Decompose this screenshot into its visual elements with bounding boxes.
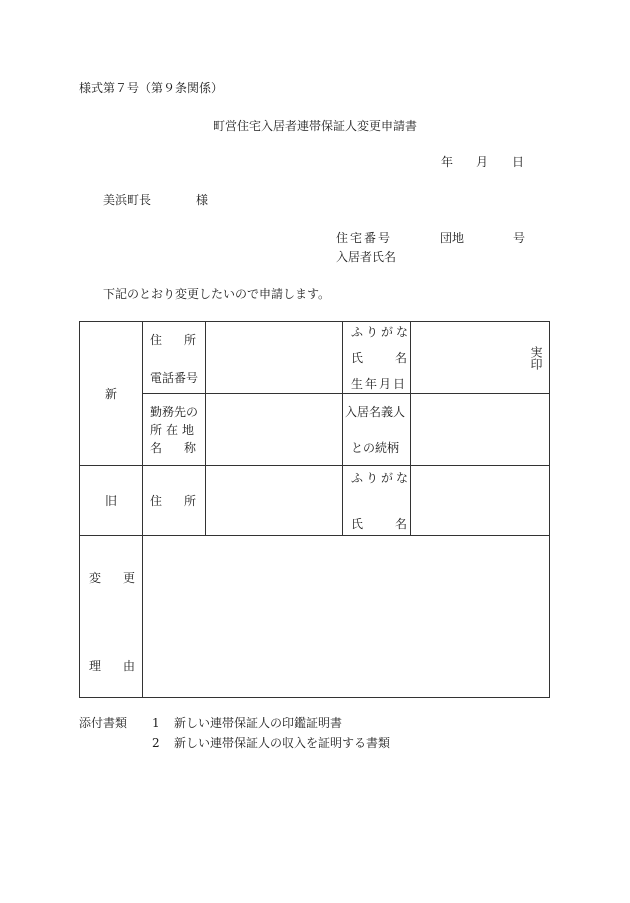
- furigana-label: ふりがな: [351, 325, 412, 339]
- go-label: 号: [513, 231, 526, 245]
- attachment-item-number: 1: [152, 716, 160, 730]
- old-address-label: 住所: [150, 494, 219, 508]
- new-label: 新: [105, 387, 118, 401]
- column-divider: [342, 322, 343, 535]
- addressee-name: 美浜町長: [103, 193, 152, 207]
- date-month: 月: [476, 155, 489, 169]
- workplace-label-line1: 勤務先の: [150, 405, 199, 419]
- attachment-item-text: 新しい連帯保証人の印鑑証明書: [174, 716, 343, 730]
- seal-label: 実印: [529, 346, 543, 370]
- attachment-item-number: 2: [152, 736, 160, 750]
- birthdate-label: 生年月日: [351, 377, 408, 391]
- attachments-label: 添付書類: [79, 716, 128, 730]
- application-table: [79, 321, 550, 698]
- address-label: 住所: [150, 333, 219, 347]
- workplace-label-line2: 所在地: [150, 423, 199, 437]
- tenant-name-label: 入居者氏名: [336, 250, 397, 264]
- attachment-item-text: 新しい連帯保証人の収入を証明する書類: [174, 736, 391, 750]
- phone-label: 電話番号: [150, 371, 199, 385]
- workplace-label-line3: 名称: [150, 441, 219, 455]
- row-divider: [80, 465, 550, 466]
- intro-text: 下記のとおり変更したいので申請します。: [103, 287, 331, 301]
- relation-label-line2: との続柄: [351, 441, 400, 455]
- row-divider: [80, 535, 550, 536]
- name-label: 氏名: [351, 351, 440, 365]
- relation-label-line1: 入居名義人: [345, 405, 406, 419]
- row-divider: [142, 393, 550, 394]
- document-title: 町営住宅入居者連帯保証人変更申請書: [212, 119, 417, 133]
- old-label: 旧: [105, 494, 118, 508]
- danchi-label: 団地: [440, 231, 465, 245]
- reason-label: 理由: [89, 659, 158, 673]
- old-name-label: 氏名: [351, 517, 440, 531]
- old-furigana-label: ふりがな: [351, 471, 412, 485]
- column-divider: [142, 322, 143, 698]
- change-label: 変更: [89, 571, 158, 585]
- house-number-label: 住宅番号: [336, 231, 393, 245]
- form-number: 様式第７号（第９条関係）: [79, 81, 224, 95]
- date-day: 日: [512, 155, 525, 169]
- date-year: 年: [441, 155, 454, 169]
- addressee-honorific: 様: [196, 193, 209, 207]
